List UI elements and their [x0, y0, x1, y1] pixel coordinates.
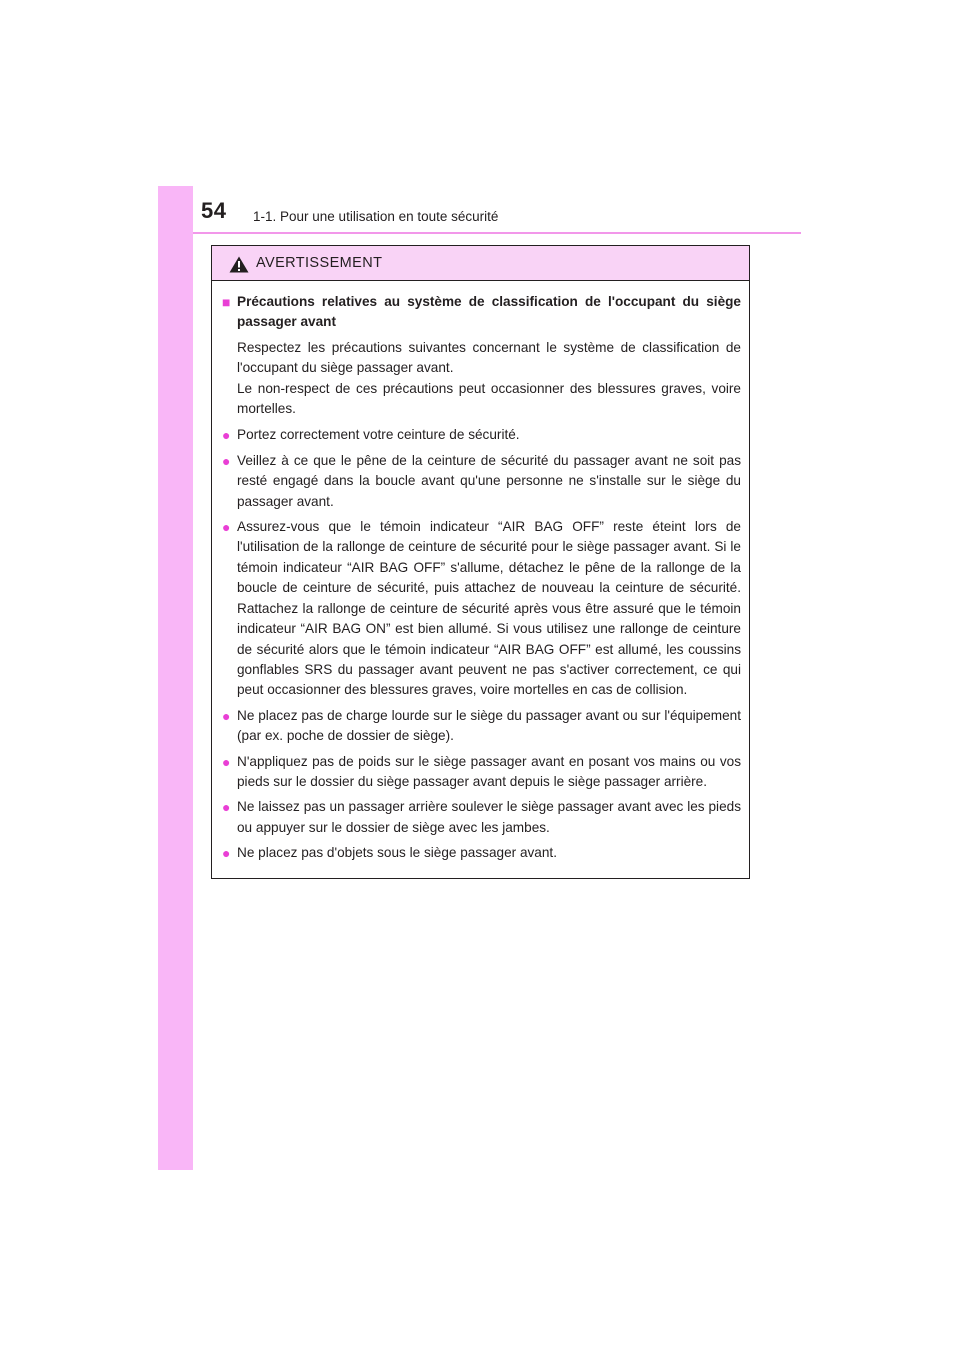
subheading-text: Précautions relatives au système de classification de l'occupant du siège passager avant [237, 294, 741, 330]
intro-line: Le non-respect de ces précautions peut occasionner des blessures graves, voire mortelles. [237, 380, 741, 417]
warning-box [211, 245, 750, 879]
list-item [222, 797, 741, 838]
warning-subheading [222, 292, 741, 333]
circle-bullet-icon: ● [222, 707, 231, 724]
list-item-text: Portez correctement votre ceinture de sécurité. [237, 427, 520, 443]
warning-intro [237, 338, 741, 420]
list-item [222, 706, 741, 747]
circle-bullet-icon: ● [222, 799, 231, 816]
list-item-text: Ne laissez pas un passager arrière soulever le siège passager avant avec les pieds ou appuyer sur le dossier de siège avec les jambes. [237, 799, 741, 835]
list-item-text: Ne placez pas d'objets sous le siège passager avant. [237, 845, 557, 861]
list-item [222, 843, 741, 863]
list-item-text: Assurez-vous que le témoin indicateur “AIR BAG OFF” reste éteint lors de l'utilisation de la rallonge de ceinture de sécurité pour le siège passager avant. Si le témoin indicateur “AIR BAG OFF” s'allume, détachez le pêne de la rallonge de la boucle de ceinture de sécurité, puis attachez de nouveau la ceinture de sécurité. Rattachez la rallonge de ceinture de sécurité après vous être assuré que le témoin indicateur “AIR BAG ON” est bien allumé. Si vous utilisez une rallonge de ceinture de sécurité alors que le témoin indicateur “AIR BAG OFF” est allumé, les coussins gonflables SRS du passager avant peuvent ne pas s'activer correctement, ce qui peut occasionner des blessures graves, voire mortelles en cas de collision. [237, 519, 741, 698]
list-item [222, 451, 741, 512]
circle-bullet-icon: ● [222, 753, 231, 770]
precaution-list [222, 425, 741, 863]
warning-title: AVERTISSEMENT [256, 255, 383, 271]
circle-bullet-icon: ● [222, 452, 231, 469]
circle-bullet-icon: ● [222, 427, 231, 444]
intro-line: Respectez les précautions suivantes concernant le système de classification de l'occupant du siège passager avant. [237, 339, 741, 376]
list-item-text: Veillez à ce que le pêne de la ceinture de sécurité du passager avant ne soit pas resté engagé dans la boucle avant qu'une personne ne s'installe sur le siège du passager avant. [237, 452, 741, 509]
circle-bullet-icon: ● [222, 519, 231, 536]
warning-header [212, 246, 749, 281]
section-title: 1-1. Pour une utilisation en toute sécurité [253, 209, 499, 224]
list-item-text: Ne placez pas de charge lourde sur le siège du passager avant ou sur l'équipement (par ex. poche de dossier de siège). [237, 707, 741, 744]
chapter-tab-bar [158, 186, 193, 1170]
list-item [222, 425, 741, 445]
warning-triangle-icon [229, 256, 249, 278]
list-item [222, 517, 741, 701]
warning-body [212, 281, 749, 864]
page-number: 54 [201, 198, 227, 223]
list-item-text: N'appliquez pas de poids sur le siège passager avant en posant vos mains ou vos pieds sur le dossier du siège passager avant depuis le siège passager arrière. [237, 753, 741, 789]
header-rule [193, 232, 801, 234]
square-bullet-icon: ■ [222, 294, 231, 310]
circle-bullet-icon: ● [222, 845, 231, 862]
list-item [222, 752, 741, 793]
